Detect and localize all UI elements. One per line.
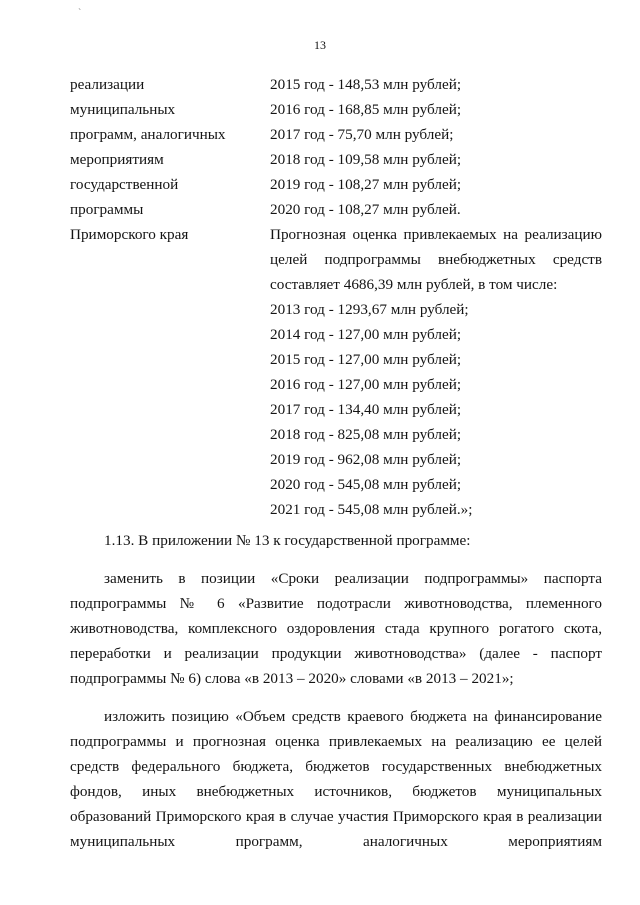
table-row <box>70 322 602 347</box>
row-label <box>70 397 270 422</box>
table-row <box>70 172 602 197</box>
row-value: 2017 год - 75,70 млн рублей; <box>270 126 454 143</box>
row-label: муниципальных <box>70 101 176 118</box>
row-label <box>70 497 270 522</box>
table-row <box>70 222 602 247</box>
table-row <box>70 272 602 297</box>
row-value: 2021 год - 545,08 млн рублей.»; <box>270 501 473 518</box>
scan-mark: ` <box>78 8 82 19</box>
row-value: 2015 год - 127,00 млн рублей; <box>270 351 462 368</box>
paragraph-funding-position: изложить позицию «Объем средств краевого бюджета на финансирование подпрограммы и прогнозная оценка привлекаемых на реализацию ее целей средств федерального бюджета, бюджетов государственных внебюджетных фондов, иных внебюджетных источников, бюджетов муниципальных образований Приморского края в случае участия Приморского края в реализации муниципальных программ, аналогичных мероприятиям <box>70 708 602 850</box>
row-label <box>70 472 270 497</box>
table-row <box>70 97 602 122</box>
paragraph-replace-term: заменить в позиции «Сроки реализации подпрограммы» паспорта подпрограммы № 6 «Развитие подотрасли животноводства, племенного животноводства, комплексного оздоровления стада крупного рогатого скота, переработки и реализации продукции животноводства» (далее - паспорт подпрограммы № 6) слова «в 2013 – 2020» словами «в 2013 – 2021»; <box>70 570 602 687</box>
row-value: Прогнозная оценка привлекаемых на реализацию <box>270 226 602 243</box>
row-value: 2013 год - 1293,67 млн рублей; <box>270 301 469 318</box>
row-value: 2019 год - 108,27 млн рублей; <box>270 176 462 193</box>
row-label <box>70 272 270 297</box>
row-label <box>70 372 270 397</box>
row-value: 2019 год - 962,08 млн рублей; <box>270 451 462 468</box>
table-row <box>70 372 602 397</box>
row-value: целей подпрограммы внебюджетных средств <box>270 251 602 268</box>
row-label: реализации <box>70 76 145 93</box>
row-value: 2016 год - 127,00 млн рублей; <box>270 376 462 393</box>
table-row <box>70 197 602 222</box>
table-row <box>70 147 602 172</box>
table-row <box>70 72 602 97</box>
row-value: 2018 год - 825,08 млн рублей; <box>270 426 462 443</box>
row-label <box>70 347 270 372</box>
row-label: мероприятиям <box>70 151 164 168</box>
section-heading: 1.13. В приложении № 13 к государственной программе: <box>104 532 471 549</box>
table-row <box>70 397 602 422</box>
row-label <box>70 422 270 447</box>
table-row <box>70 447 602 472</box>
table-row <box>70 247 602 272</box>
document-body <box>70 528 602 854</box>
row-label <box>70 247 270 272</box>
row-value: 2015 год - 148,53 млн рублей; <box>270 76 462 93</box>
row-label: программы <box>70 201 144 218</box>
table-row <box>70 472 602 497</box>
table-row <box>70 347 602 372</box>
table-row <box>70 297 602 322</box>
row-value: 2017 год - 134,40 млн рублей; <box>270 401 462 418</box>
row-label: Приморского края <box>70 226 189 243</box>
row-label: программ, аналогичных <box>70 126 226 143</box>
row-label: государственной <box>70 176 179 193</box>
row-value: 2016 год - 168,85 млн рублей; <box>270 101 462 118</box>
row-value: 2020 год - 545,08 млн рублей; <box>270 476 462 493</box>
passport-table <box>70 72 602 522</box>
row-label <box>70 322 270 347</box>
row-label <box>70 297 270 322</box>
table-row <box>70 497 602 522</box>
page-number: 13 <box>314 38 326 52</box>
row-value: 2014 год - 127,00 млн рублей; <box>270 326 462 343</box>
table-row <box>70 422 602 447</box>
row-value: составляет 4686,39 млн рублей, в том числе: <box>270 276 558 293</box>
row-value: 2020 год - 108,27 млн рублей. <box>270 201 461 218</box>
row-value: 2018 год - 109,58 млн рублей; <box>270 151 462 168</box>
table-row <box>70 122 602 147</box>
row-label <box>70 447 270 472</box>
